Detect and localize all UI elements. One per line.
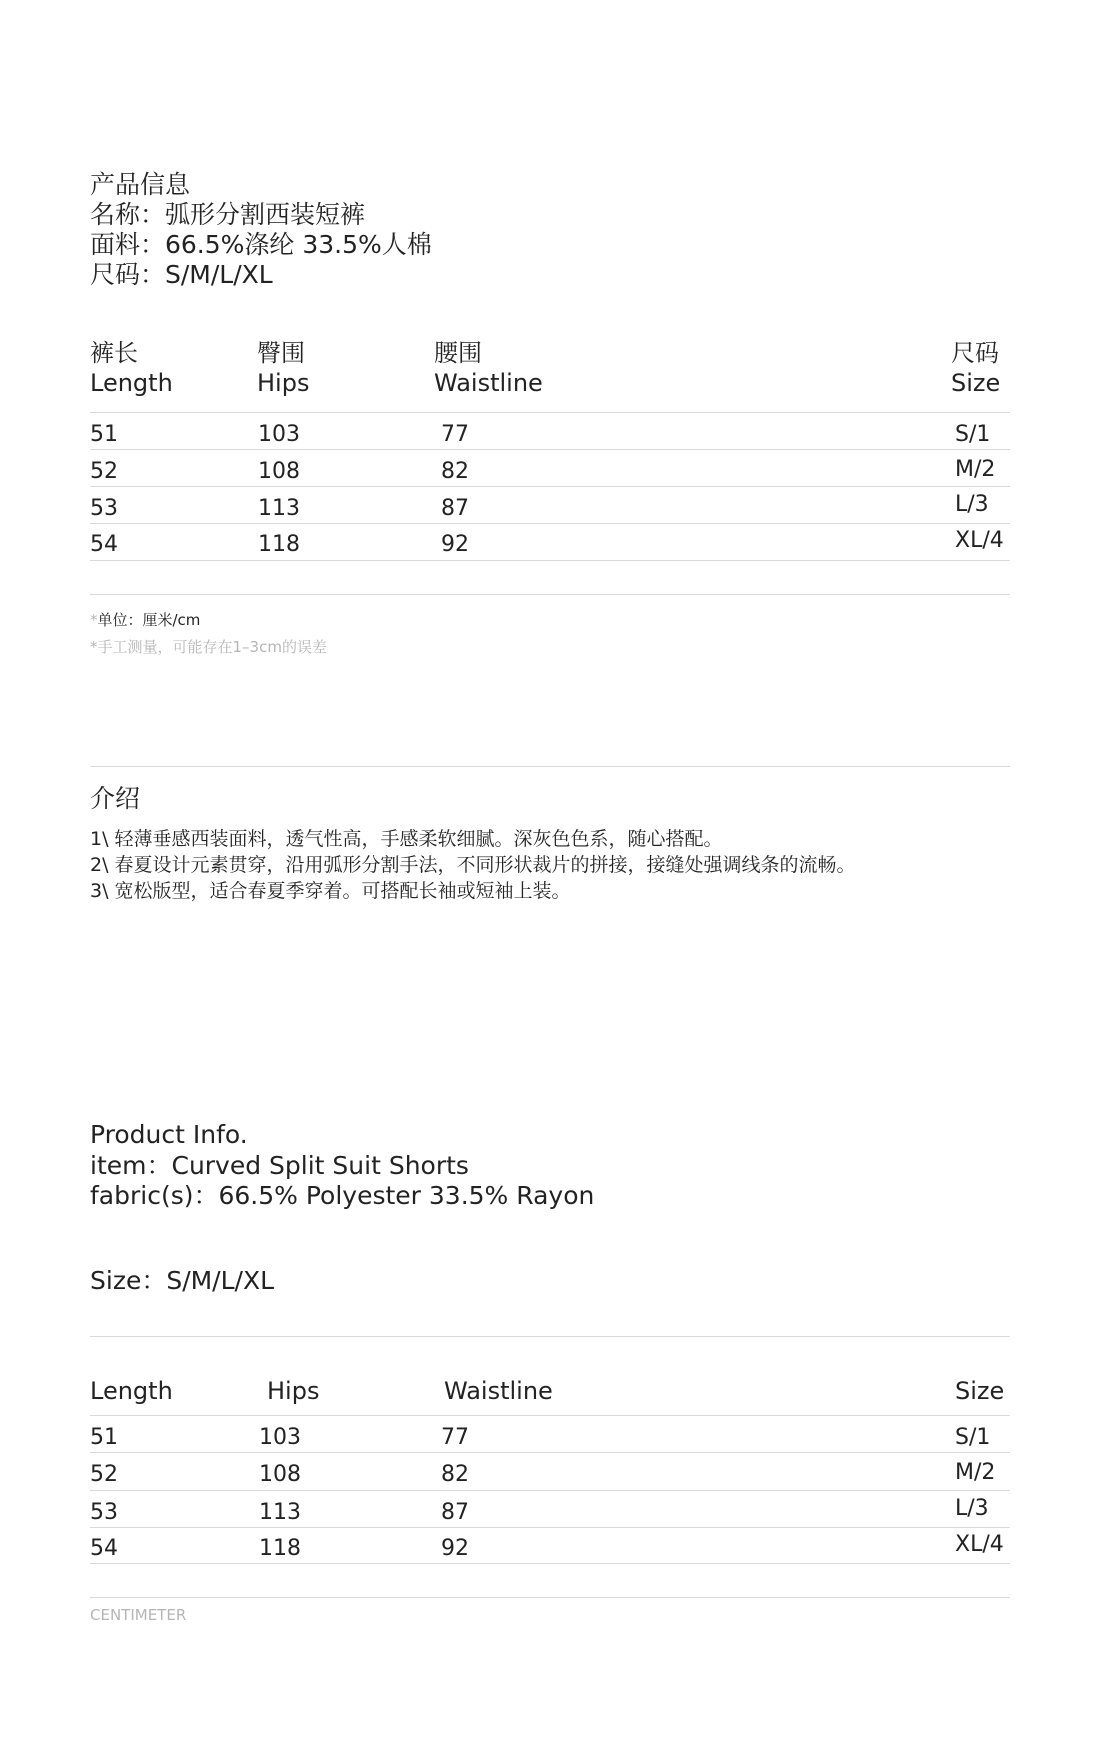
section-divider (90, 766, 1010, 767)
cell-length: 51 (90, 1425, 118, 1450)
table-divider (90, 1527, 1010, 1528)
section-divider (90, 1597, 1010, 1598)
cell-hips: 113 (258, 496, 300, 521)
cn-header-hips-cn: 臀围 (257, 339, 305, 367)
cell-hips: 103 (258, 422, 300, 447)
unit-note-star: * (90, 611, 98, 629)
en-info-heading: Product Info. (90, 1120, 248, 1149)
cell-waist: 82 (441, 1462, 469, 1487)
centimeter-note: CENTIMETER (90, 1606, 187, 1624)
cn-header-length-en: Length (90, 369, 173, 397)
cell-length: 53 (90, 496, 118, 521)
cn-header-waist-en: Waistline (434, 369, 543, 397)
cell-length: 52 (90, 1462, 118, 1487)
cn-info-name: 名称：弧形分割西装短裤 (90, 200, 366, 229)
table-divider (90, 486, 1010, 487)
cn-header-size-cn: 尺码 (951, 339, 999, 367)
measurement-note: *手工测量，可能存在1–3cm的误差 (90, 638, 327, 656)
cell-length: 53 (90, 1500, 118, 1525)
cell-size: S/1 (955, 422, 991, 447)
cell-hips: 108 (259, 1462, 301, 1487)
intro-heading: 介绍 (90, 784, 141, 813)
cell-waist: 87 (441, 1500, 469, 1525)
table-divider (90, 1452, 1010, 1453)
unit-note (90, 611, 200, 629)
cell-waist: 77 (441, 422, 469, 447)
en-header-length: Length (90, 1377, 173, 1405)
table-divider (90, 1490, 1010, 1491)
cell-length: 51 (90, 422, 118, 447)
en-header-waist: Waistline (444, 1377, 553, 1405)
cn-header-size-en: Size (951, 369, 1001, 397)
table-divider (90, 449, 1010, 450)
cell-size: L/3 (955, 492, 989, 517)
cell-hips: 118 (258, 532, 300, 557)
unit-note-text: 单位：厘米/cm (97, 611, 201, 629)
cn-info-fabric: 面料：66.5%涤纶 33.5%人棉 (90, 230, 432, 259)
en-info-size: Size：S/M/L/XL (90, 1266, 275, 1295)
table-divider (90, 1563, 1010, 1564)
cell-size: M/2 (955, 457, 996, 482)
en-info-fabric: fabric(s)：66.5% Polyester 33.5% Rayon (90, 1181, 595, 1210)
cn-info-heading: 产品信息 (90, 170, 191, 199)
cell-hips: 103 (259, 1425, 301, 1450)
cell-waist: 92 (441, 1536, 469, 1561)
cell-size: M/2 (955, 1460, 996, 1485)
intro-line-3: 3\ 宽松版型，适合春夏季穿着。可搭配长袖或短袖上装。 (90, 880, 571, 902)
cell-length: 52 (90, 459, 118, 484)
en-header-hips: Hips (267, 1377, 320, 1405)
table-divider (90, 412, 1010, 413)
cell-length: 54 (90, 1536, 118, 1561)
cell-hips: 118 (259, 1536, 301, 1561)
cell-hips: 108 (258, 459, 300, 484)
intro-line-2: 2\ 春夏设计元素贯穿，沿用弧形分割手法，不同形状裁片的拼接，接缝处强调线条的流畅。 (90, 854, 856, 876)
cn-header-hips-en: Hips (257, 369, 310, 397)
en-info-item: item：Curved Split Suit Shorts (90, 1151, 469, 1180)
intro-line-1: 1\ 轻薄垂感西装面料，透气性高，手感柔软细腻。深灰色色系，随心搭配。 (90, 828, 723, 850)
cell-length: 54 (90, 532, 118, 557)
table-divider (90, 560, 1010, 561)
cn-header-length-cn: 裤长 (90, 339, 138, 367)
cell-waist: 87 (441, 496, 469, 521)
table-divider (90, 1415, 1010, 1416)
cell-size: L/3 (955, 1496, 989, 1521)
cell-size: XL/4 (955, 1532, 1004, 1557)
section-divider (90, 1336, 1010, 1337)
cell-waist: 77 (441, 1425, 469, 1450)
en-header-size: Size (955, 1377, 1005, 1405)
cn-info-size: 尺码：S/M/L/XL (90, 260, 273, 289)
cell-hips: 113 (259, 1500, 301, 1525)
section-divider (90, 594, 1010, 595)
table-divider (90, 523, 1010, 524)
cell-waist: 92 (441, 532, 469, 557)
cell-waist: 82 (441, 459, 469, 484)
cell-size: XL/4 (955, 528, 1004, 553)
cn-header-waist-cn: 腰围 (434, 339, 482, 367)
cell-size: S/1 (955, 1425, 991, 1450)
